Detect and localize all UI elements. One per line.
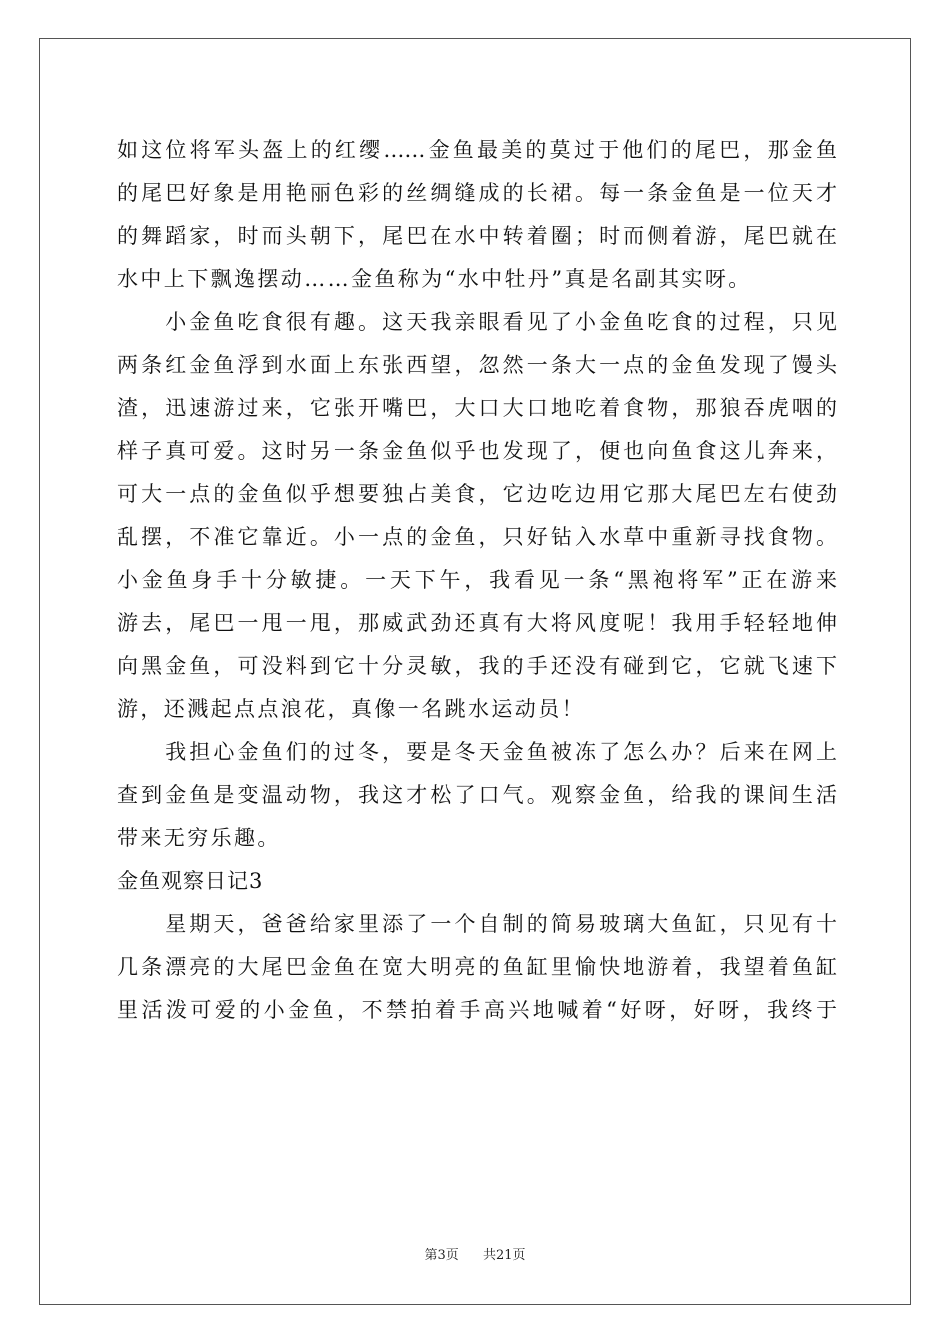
text-line: 的尾巴好象是用艳丽色彩的丝绸缝成的长裙。每一条金鱼是一位天才 (117, 181, 837, 205)
text-line: 如这位将军头盔上的红缨……金鱼最美的莫过于他们的尾巴，那金鱼 (117, 138, 837, 162)
text-line: 水中上下飘逸摆动……金鱼称为“水中牡丹”真是名副其实呀。 (117, 267, 752, 291)
text-line: 里活泼可爱的小金鱼，不禁拍着手高兴地喊着“好呀，好呀，我终于 (117, 998, 837, 1022)
text-line: 乱摆，不准它靠近。小一点的金鱼，只好钻入水草中重新寻找食物。 (117, 525, 837, 549)
text-line: 查到金鱼是变温动物，我这才松了口气。观察金鱼，给我的课间生活 (117, 783, 837, 807)
text-line: 带来无穷乐趣。 (117, 826, 281, 850)
page-footer (0, 1247, 950, 1265)
text-line: 小金鱼身手十分敏捷。一天下午，我看见一条“黑袍将军”正在游来 (117, 568, 837, 592)
text-line: 可大一点的金鱼似乎想要独占美食，它边吃边用它那大尾巴左右使劲 (117, 482, 837, 506)
text-line: 两条红金鱼浮到水面上东张西望，忽然一条大一点的金鱼发现了馒头 (117, 353, 837, 377)
text-line: 我担心金鱼们的过冬，要是冬天金鱼被冻了怎么办？后来在网上 (117, 740, 837, 764)
page-number: 第3页 (424, 1248, 459, 1263)
text-line: 小金鱼吃食很有趣。这天我亲眼看见了小金鱼吃食的过程，只见 (117, 310, 837, 334)
text-line: 几条漂亮的大尾巴金鱼在宽大明亮的鱼缸里愉快地游着，我望着鱼缸 (117, 955, 837, 979)
text-line: 游，还溅起点点浪花，真像一名跳水运动员！ (117, 697, 585, 721)
text-line: 渣，迅速游过来，它张开嘴巴，大口大口地吃着食物，那狼吞虎咽的 (117, 396, 837, 420)
document-body (117, 129, 837, 1032)
text-line: 样子真可爱。这时另一条金鱼似乎也发现了，便也向鱼食这儿奔来， (117, 439, 837, 463)
text-line: 星期天，爸爸给家里添了一个自制的简易玻璃大鱼缸，只见有十 (117, 912, 837, 936)
text-line: 游去，尾巴一甩一甩，那威武劲还真有大将风度呢！我用手轻轻地伸 (117, 611, 837, 635)
total-pages: 共21页 (483, 1248, 526, 1263)
text-line: 向黑金鱼，可没料到它十分灵敏，我的手还没有碰到它，它就飞速下 (117, 654, 837, 678)
section-heading: 金鱼观察日记3 (117, 869, 264, 893)
text-line: 的舞蹈家，时而头朝下，尾巴在水中转着圈；时而侧着游，尾巴就在 (117, 224, 837, 248)
